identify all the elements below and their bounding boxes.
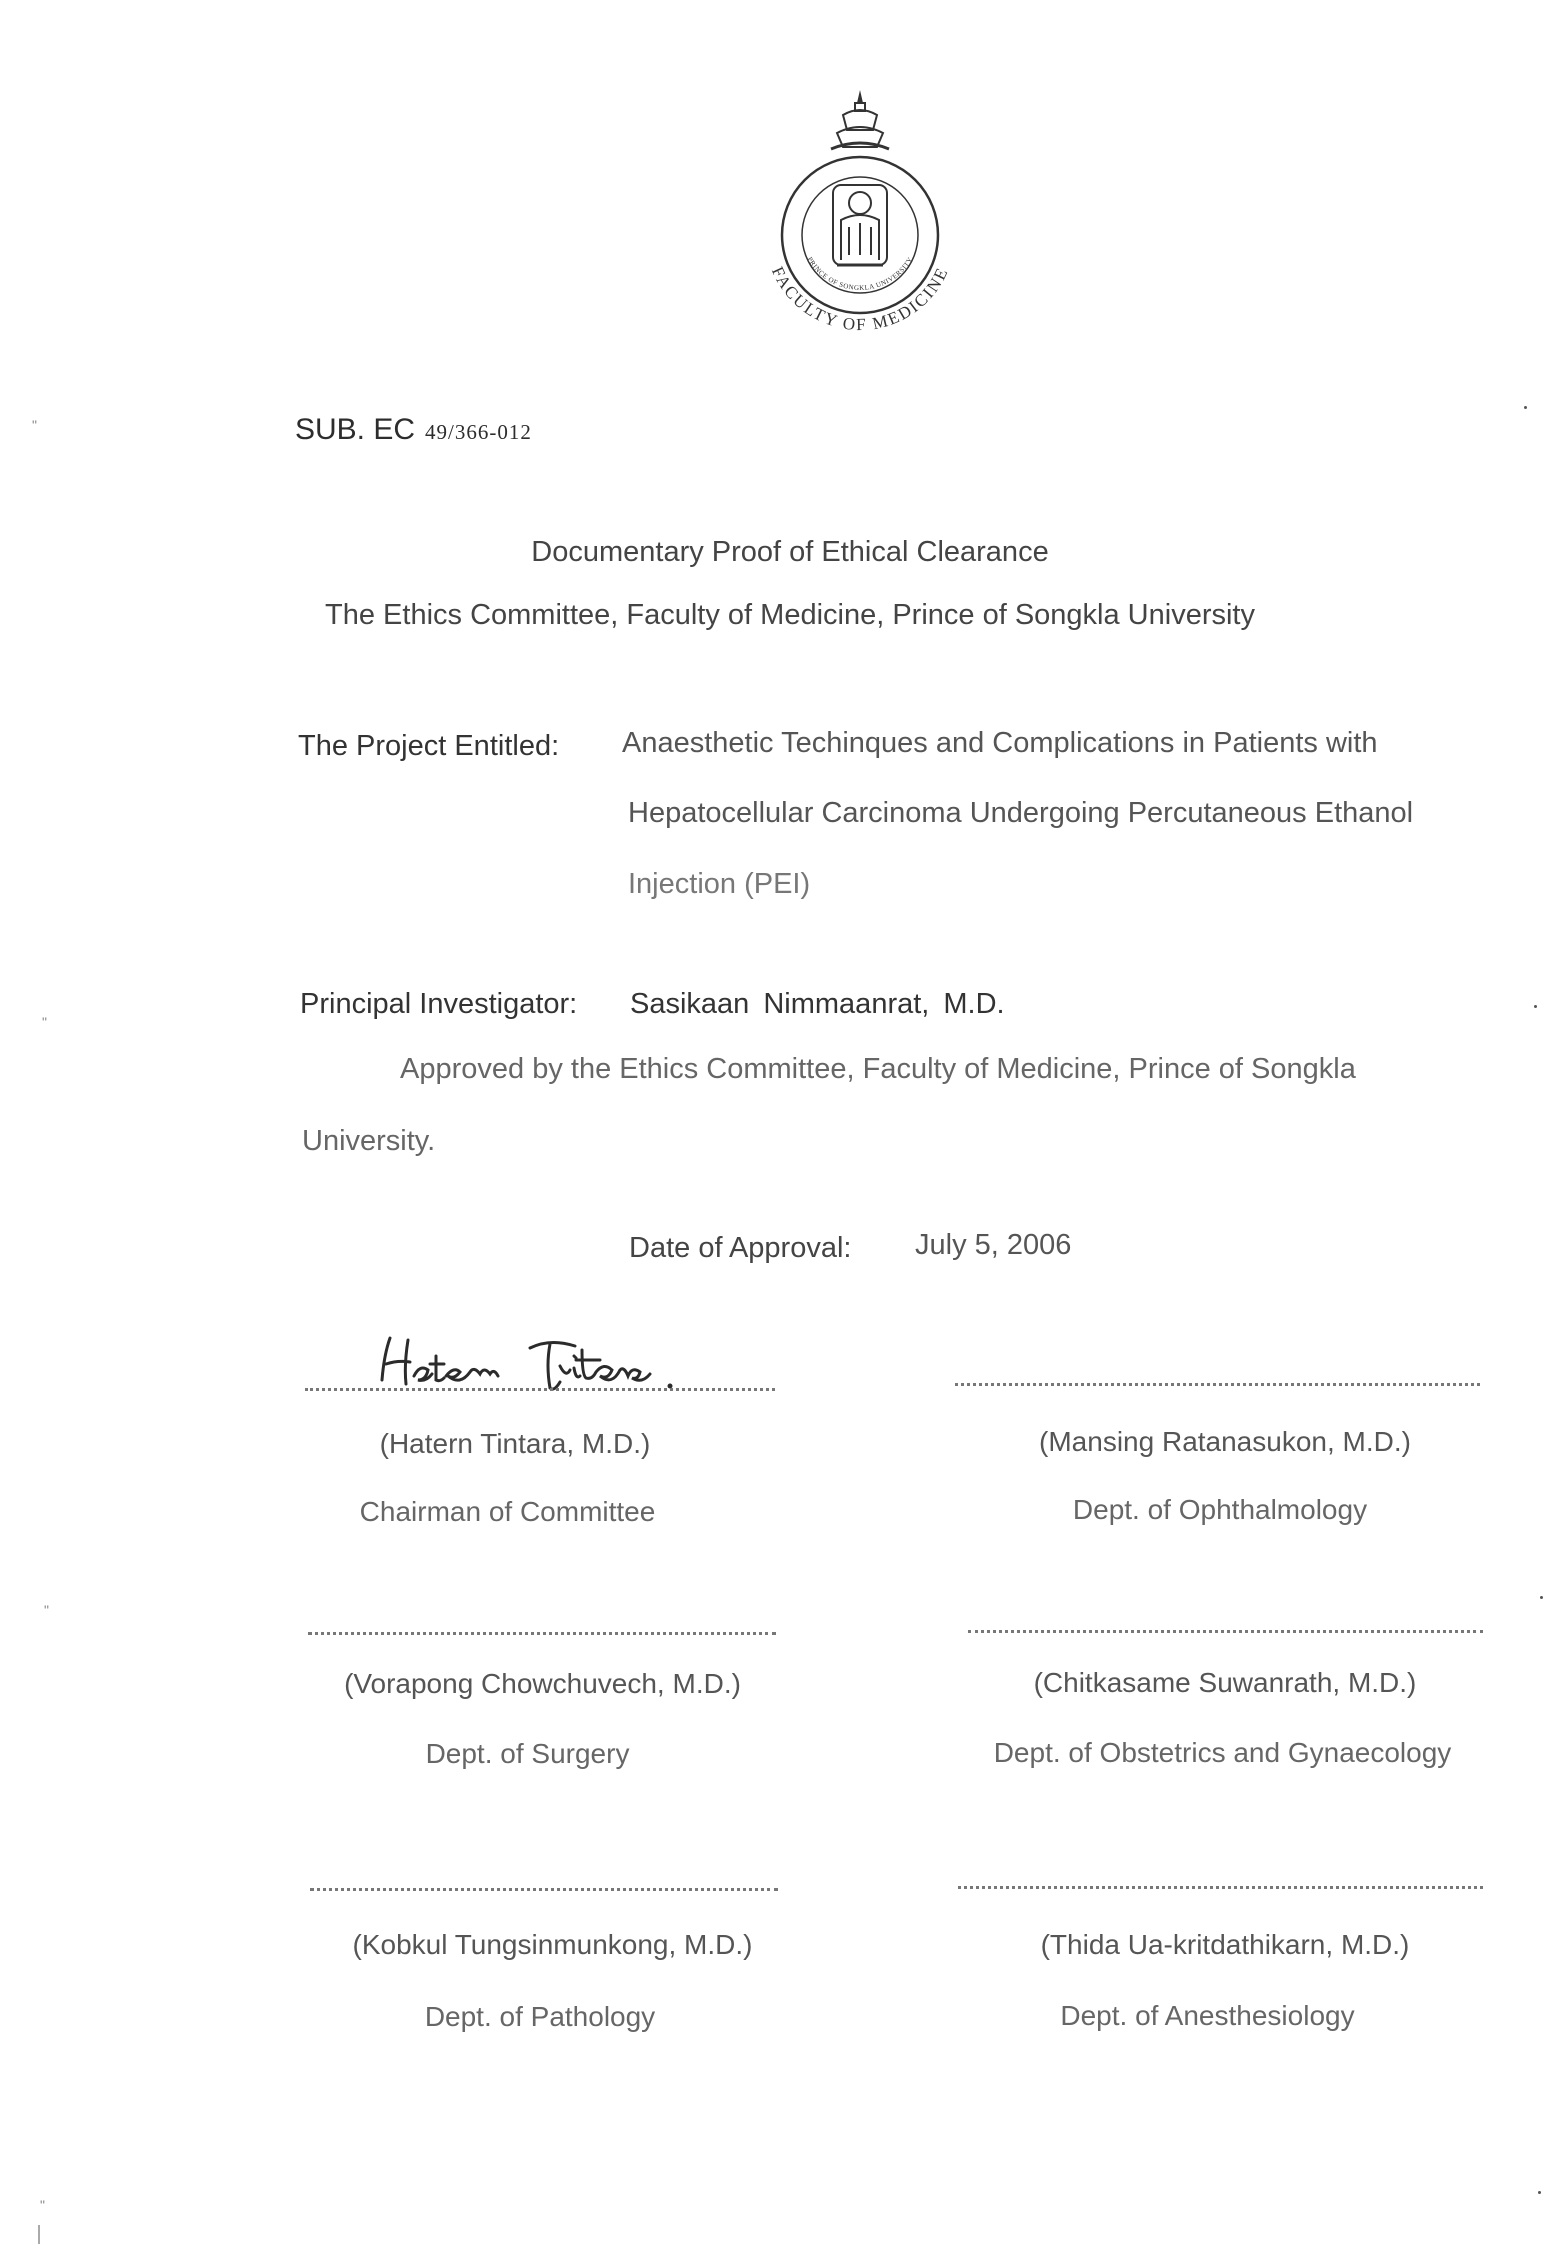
margin-mark: ": [42, 1014, 47, 1030]
svg-text:FACULTY OF MEDICINE: [768, 264, 952, 335]
faculty-seal-logo: [745, 85, 975, 335]
margin-mark: ": [40, 2197, 45, 2213]
signatory-name: (Chitkasame Suwanrath, M.D.): [1033, 1667, 1417, 1698]
scan-dot: [1538, 2191, 1541, 2194]
signatory-dept: Chairman of Committee: [359, 1496, 656, 1527]
reference-code: 49/366-012: [425, 420, 532, 444]
project-title-line: Hepatocellular Carcinoma Undergoing Percutaneous Ethanol: [628, 797, 1414, 829]
signatory-dept: Dept. of Pathology: [424, 2001, 656, 2032]
scan-dot: [1540, 1596, 1543, 1599]
signature-line: [305, 1388, 775, 1391]
scan-edge: [38, 2225, 40, 2244]
signatory-dept: Dept. of Surgery: [425, 1738, 630, 1769]
margin-mark: ": [32, 417, 37, 433]
svg-text:PRINCE OF SONGKLA UNIVERSITY: [806, 256, 915, 292]
signatory-name: (Hatern Tintara, M.D.): [379, 1428, 651, 1459]
signatory-dept: Dept. of Ophthalmology: [1072, 1494, 1368, 1525]
investigator-label: Principal Investigator:: [300, 988, 578, 1020]
approval-date: July 5, 2006: [915, 1229, 1072, 1261]
scan-dot: [1534, 1005, 1537, 1008]
project-label: The Project Entitled:: [298, 730, 560, 762]
signature-line: [958, 1886, 1483, 1889]
signatory-name: (Vorapong Chowchuvech, M.D.): [344, 1668, 741, 1699]
project-title-line: Anaesthetic Techinques and Complications in Patients with: [622, 727, 1378, 759]
signatory-dept: Dept. of Obstetrics and Gynaecology: [993, 1737, 1452, 1768]
signature-line: [968, 1630, 1483, 1633]
project-title-line: Injection (PEI): [628, 868, 811, 900]
signature-line: [310, 1888, 778, 1891]
signatory-name: (Kobkul Tungsinmunkong, M.D.): [352, 1929, 753, 1960]
reference-prefix: SUB. EC: [295, 413, 416, 446]
signature-line: [955, 1383, 1480, 1386]
reference-number: [295, 413, 532, 447]
approval-statement: University.: [302, 1125, 436, 1157]
signatory-name: (Thida Ua-kritdathikarn, M.D.): [1040, 1929, 1410, 1960]
approval-statement: Approved by the Ethics Committee, Faculty of Medicine, Prince of Songkla: [400, 1053, 1356, 1085]
document-title: Documentary Proof of Ethical Clearance: [531, 536, 1049, 568]
seal-inner-text: PRINCE OF SONGKLA UNIVERSITY: [805, 255, 915, 293]
document-subtitle: The Ethics Committee, Faculty of Medicine, Prince of Songkla University: [325, 599, 1255, 631]
seal-outer-text: FACULTY OF MEDICINE: [767, 263, 953, 335]
investigator-name: Sasikaan Nimmaanrat, M.D.: [630, 988, 1005, 1020]
approval-date-label: Date of Approval:: [629, 1232, 852, 1264]
signatory-name: (Mansing Ratanasukon, M.D.): [1039, 1426, 1411, 1457]
signature-line: [308, 1632, 776, 1635]
signatory-dept: Dept. of Anesthesiology: [1060, 2000, 1355, 2031]
scan-dot: [1524, 406, 1527, 409]
margin-mark: ": [44, 1602, 49, 1618]
